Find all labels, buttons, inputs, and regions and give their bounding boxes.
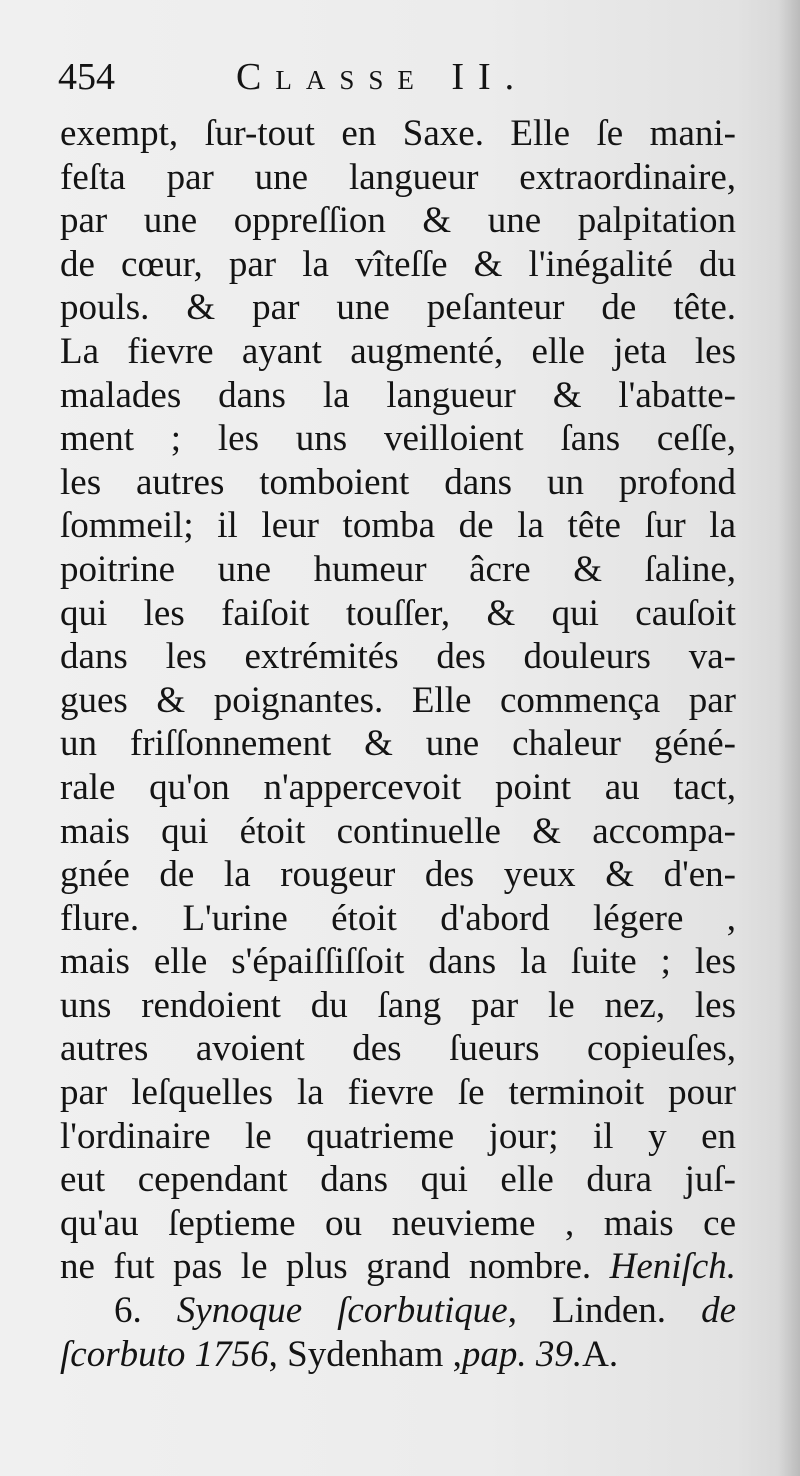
entry-6-line-1 (60, 1289, 736, 1333)
entry-number: 6. (114, 1290, 142, 1332)
work-title-start: de (701, 1290, 736, 1332)
page-header (58, 52, 748, 108)
text-line: un friſſonnement & une chaleur géné- (60, 723, 736, 765)
text-line: qu'au ſeptieme ou neuvieme , mais ce (60, 1202, 736, 1244)
work-year: 1756 (194, 1333, 269, 1375)
section-letter: A. (582, 1333, 619, 1375)
text-line: flure. L'urine étoit d'abord légere , (60, 897, 736, 939)
text-line: qui les faiſoit touſſer, & qui cauſoit (60, 592, 736, 634)
page-ref: 39. (535, 1333, 583, 1375)
entry-citation: , Linden. (507, 1290, 702, 1332)
work-title-end: ſcorbuto (60, 1333, 186, 1375)
body-text (60, 112, 736, 1376)
text-line: gues & poignantes. Elle commença par (60, 679, 736, 721)
text-line: pouls. & par une peſanteur de tête. (60, 287, 736, 329)
text-line: malades dans la langueur & l'abatte- (60, 374, 736, 416)
entry-title: Synoque ſcorbutique (176, 1290, 508, 1332)
text-line: autres avoient des ſueurs copieuſes, (60, 1028, 736, 1070)
page-edge-shadow (778, 0, 800, 1476)
citation-author: , Sydenham , (268, 1333, 462, 1375)
text-line: ſommeil; il leur tomba de la tête ſur la (60, 505, 736, 547)
page-number: 454 (58, 56, 115, 98)
author-name: Heniſch. (609, 1246, 736, 1288)
text-line: par une oppreſſion & une palpitation (60, 200, 736, 242)
text-line: exempt, ſur-tout en Saxe. Elle ſe mani- (60, 113, 736, 154)
text-line: l'ordinaire le quatrieme jour; il y en (60, 1115, 736, 1157)
running-head: Classe II. (236, 56, 529, 98)
text-line: dans les extrémités des douleurs va- (60, 636, 736, 678)
text-line-with-author (60, 1245, 736, 1289)
text-line: gnée de la rougeur des yeux & d'en- (60, 854, 736, 896)
pap-abbrev: pap. (461, 1333, 527, 1375)
text-line: poitrine une humeur âcre & ſaline, (60, 548, 736, 590)
text-line: mais elle s'épaiſſiſſoit dans la ſuite ; les (60, 941, 736, 983)
text-span: ne fut pas le plus grand nombre. (60, 1246, 610, 1288)
text-line: rale qu'on n'appercevoit point au tact, (60, 766, 736, 808)
text-line: uns rendoient du ſang par le nez, les (60, 984, 736, 1026)
text-line: feſta par une langueur extraordinaire, (60, 156, 736, 198)
text-line: ment ; les uns veilloient ſans ceſſe, (60, 418, 736, 460)
text-line: de cœur, par la vîteſſe & l'inégalité du (60, 243, 736, 285)
text-line: les autres tomboient dans un profond (60, 461, 736, 503)
text-line: eut cependant dans qui elle dura juſ- (60, 1159, 736, 1201)
text-line: par leſquelles la fievre ſe terminoit pour (60, 1072, 736, 1114)
text-line: mais qui étoit continuelle & accompa- (60, 810, 736, 852)
text-line: La fievre ayant augmenté, elle jeta les (60, 330, 736, 372)
entry-6-line-2 (60, 1333, 736, 1377)
